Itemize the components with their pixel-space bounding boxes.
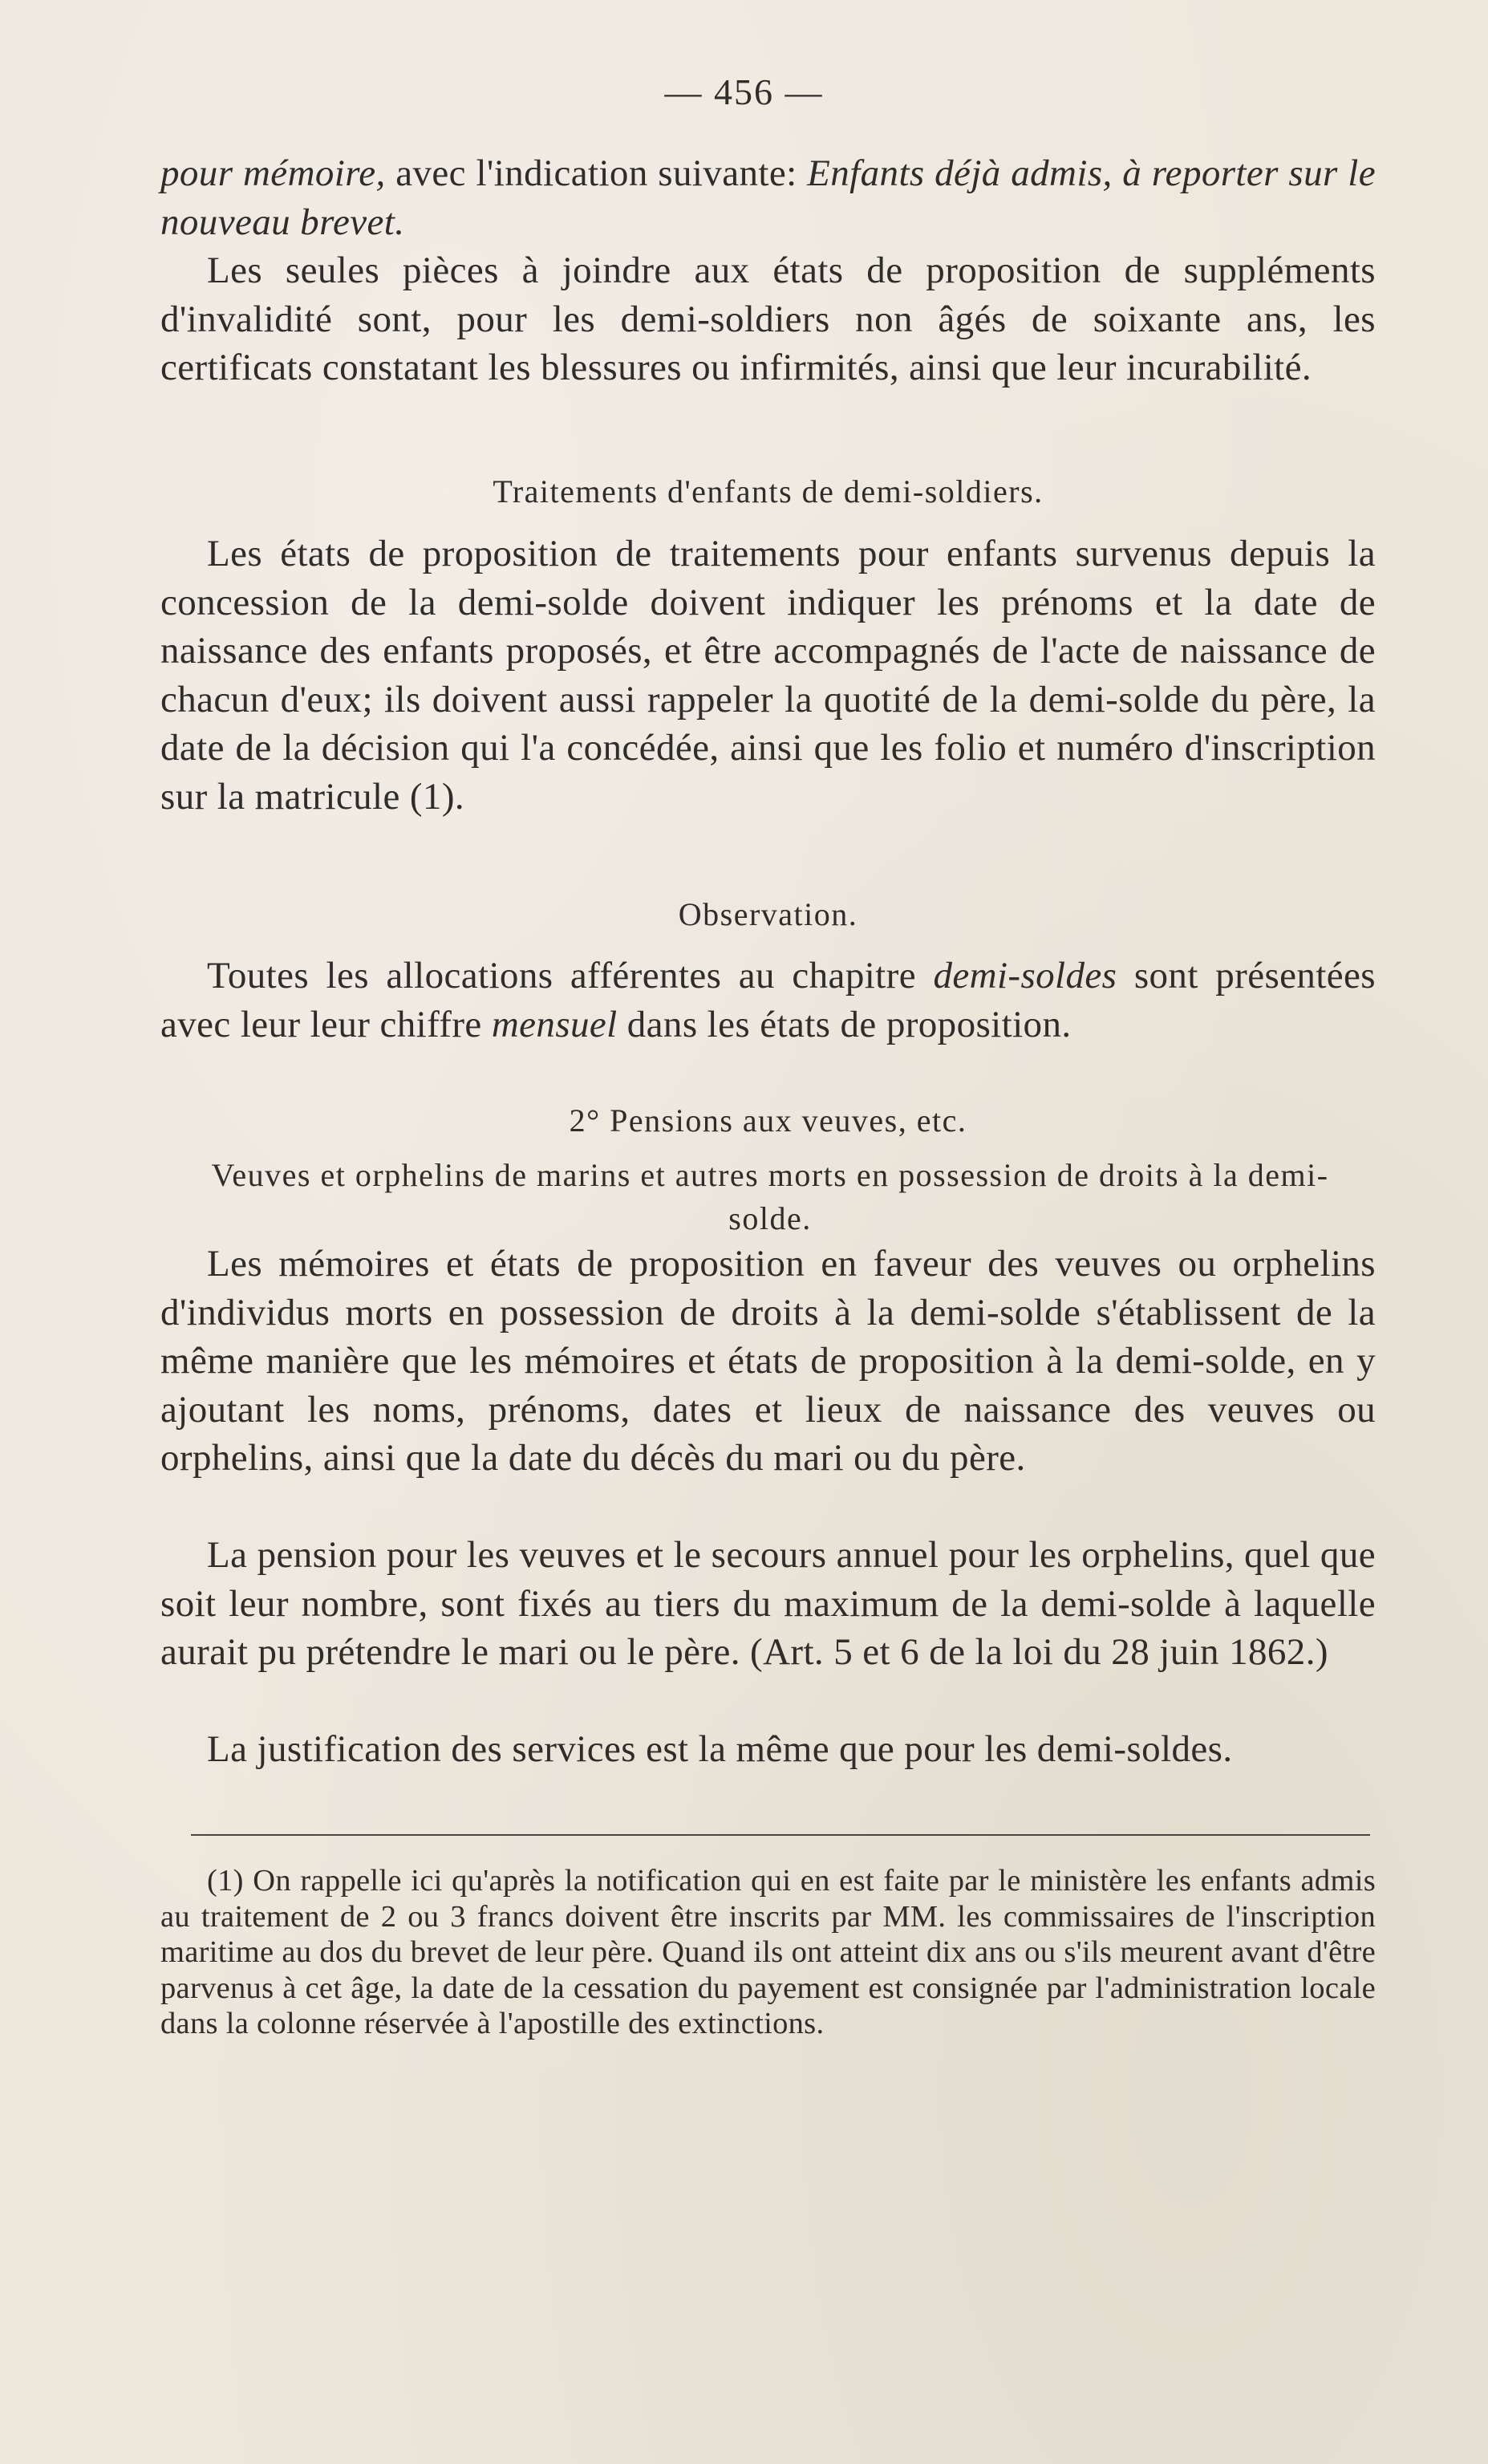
paragraph-continuation [160, 149, 1376, 246]
paragraph-supplements [160, 246, 1376, 392]
text-run: sont présentées avec leur leur chiffre [160, 955, 1376, 1045]
paragraph-memoires [160, 1240, 1376, 1483]
heading-observation: Observation. [678, 896, 858, 932]
section-heading-observation [160, 893, 1376, 936]
paragraph-7: La justification des services est la même que pour les demi-soldes. [207, 1728, 1233, 1770]
text-run: Toutes les allocations afférentes au chapitre [207, 955, 934, 997]
page-number: — 456 — [664, 71, 824, 112]
paragraph-2: Les seules pièces à joindre aux états de proposition de suppléments d'invalidité sont, pour les demi-soldiers non âgés de soixante ans, les certificats constatant les blessures ou infirmités, ainsi que leur incurabilité. [160, 250, 1376, 388]
heading-veuves: Veuves et orphelins de marins et autres morts en possession de droits à la demi-solde. [211, 1157, 1329, 1236]
italic-phrase: demi-soldes [933, 955, 1117, 997]
section-heading-veuves [201, 1154, 1340, 1240]
footnote-1: (1) On rappelle ici qu'après la notification qui en est faite par le ministère les enfants admis au traitement de 2 ou 3 francs doivent être inscrits par MM. les commissaires de l'inscription maritime au dos du brevet de leur père. Quand ils ont atteint dix ans ou s'ils meurent avant d'être parvenus à cet âge, la date de la cessation du payement est consignée par l'administration locale dans la colonne réservée à l'apostille des extinctions. [160, 1864, 1376, 2040]
paragraph-4 [160, 952, 1376, 1049]
italic-phrase: pour mémoire, [160, 152, 386, 194]
paragraph-5: Les mémoires et états de proposition en faveur des veuves ou orphelins d'individus morts en possession de droits à la demi-solde s'établissent de la même manière que les mémoires et états de proposition à la demi-solde, en y ajoutant les noms, prénoms, dates et lieux de naissance des veuves ou orphelins, ainsi que la date du décès du mari ou du père. [160, 1243, 1376, 1479]
italic-phrase: Enfants déjà admis, à reporter sur le nouveau brevet. [160, 152, 1376, 243]
heading-pensions: 2° Pensions aux veuves, etc. [569, 1102, 967, 1139]
footnote-block [160, 1863, 1376, 2042]
paragraph-1 [160, 149, 1376, 246]
paragraph-3: Les états de proposition de traitements pour enfants survenus depuis la concession de la demi-solde doivent indiquer les prénoms et la date de naissance des enfants proposés, et être accompagnés de l'acte de naissance de chacun d'eux; ils doivent aussi rappeler la quotité de la demi-solde du père, la date de la décision qui l'a concédée, ainsi que les folio et numéro d'inscription sur la matricule (1). [160, 533, 1376, 818]
paragraph-pension [160, 1531, 1376, 1677]
paragraph-6: La pension pour les veuves et le secours annuel pour les orphelins, quel que soit leur nombre, sont fixés au tiers du maximum de la demi-solde à laquelle aurait pu prétendre le mari ou le père. (Art. 5 et 6 de la loi du 28 juin 1862.) [160, 1534, 1376, 1673]
section-heading-pensions [160, 1099, 1376, 1143]
paragraph-traitements [160, 530, 1376, 821]
paragraph-justification [160, 1725, 1376, 1774]
paragraph-observation [160, 952, 1376, 1049]
italic-phrase: mensuel [491, 1003, 618, 1045]
footnote-rule [191, 1834, 1370, 1836]
text-run: avec l'indication suivante: [385, 152, 808, 194]
heading-traitements: Traitements d'enfants de demi-soldiers. [493, 473, 1044, 509]
section-heading-enfants [160, 470, 1376, 514]
text-run: dans les états de proposition. [617, 1003, 1072, 1045]
